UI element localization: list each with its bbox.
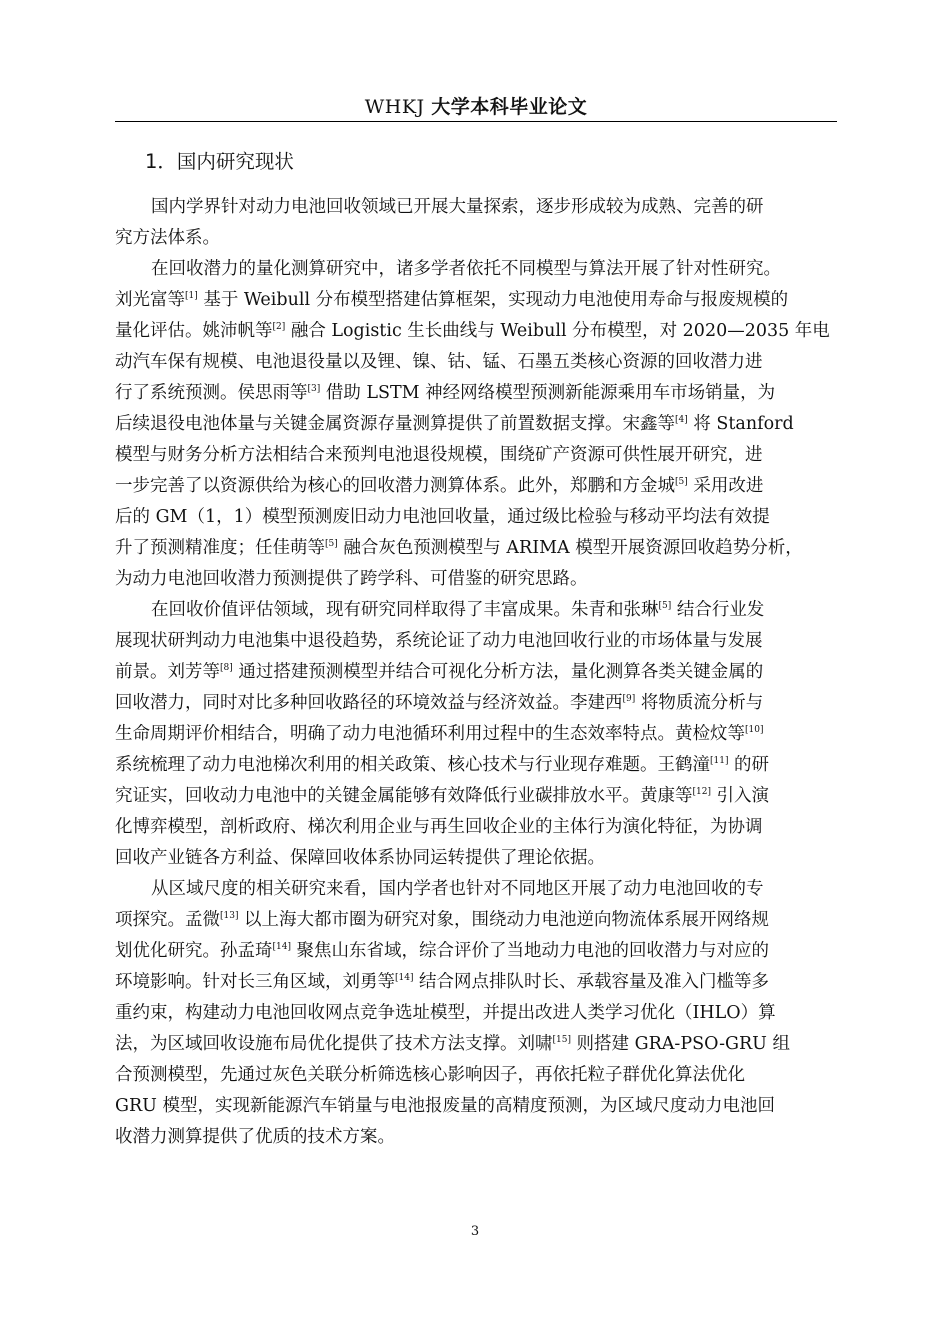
paragraph bbox=[115, 874, 837, 1153]
text-line: 系统梳理了动力电池梯次利用的相关政策、核心技术与行业现存难题。王鹤潼[11] 的研 bbox=[115, 755, 770, 775]
citation-marker: [4] bbox=[675, 415, 688, 425]
text-line: 究方法体系。 bbox=[115, 228, 220, 248]
text-line: 法，为区域回收设施布局优化提供了技术方法支撑。刘啸[15] 则搭建 GRA-PSO-GRU 组 bbox=[115, 1034, 790, 1054]
text-line: 前景。刘芳等[8] 通过搭建预测模型并结合可视化分析方法，量化测算各类关键金属的 bbox=[115, 662, 764, 682]
citation-marker: [14] bbox=[272, 942, 291, 952]
citation-marker: [5] bbox=[675, 477, 688, 487]
paragraph bbox=[115, 595, 837, 874]
section-heading: 1．国内研究现状 bbox=[145, 150, 294, 173]
citation-marker: [13] bbox=[220, 911, 239, 921]
text-line: 合预测模型，先通过灰色关联分析筛选核心影响因子，再依托粒子群优化算法优化 bbox=[115, 1065, 745, 1085]
citation-marker: [5] bbox=[325, 539, 338, 549]
text-line: 生命周期评价相结合，明确了动力电池循环利用过程中的生态效率特点。黄检炆等[10] bbox=[115, 724, 764, 744]
body-text bbox=[115, 192, 837, 1153]
header-title: 大学本科毕业论文 bbox=[431, 96, 588, 118]
text-line: 划优化研究。孙孟琦[14] 聚焦山东省域，综合评价了当地动力电池的回收潜力与对应的 bbox=[115, 941, 770, 961]
text-line: 项探究。孟微[13] 以上海大都市圈为研究对象，围绕动力电池逆向物流体系展开网络规 bbox=[115, 910, 770, 930]
text-line: 究证实，回收动力电池中的关键金属能够有效降低行业碳排放水平。黄康等[12] 引入演 bbox=[115, 786, 770, 806]
text-line: 量化评估。姚沛帆等[2] 融合 Logistic 生长曲线与 Weibull 分布模型，对 2020—2035 年电 bbox=[115, 321, 830, 341]
text-line: 一步完善了以资源供给为核心的回收潜力测算体系。此外，郑鹏和方金城[5] 采用改进 bbox=[115, 476, 764, 496]
text-line: 动汽车保有规模、电池退役量以及锂、镍、钴、锰、石墨五类核心资源的回收潜力进 bbox=[115, 352, 763, 372]
text-line: 收潜力测算提供了优质的技术方案。 bbox=[115, 1127, 395, 1147]
citation-marker: [12] bbox=[692, 787, 711, 797]
citation-marker: [10] bbox=[745, 725, 764, 735]
text-line: 后的 GM（1，1）模型预测废旧动力电池回收量，通过级比检验与移动平均法有效提 bbox=[115, 507, 770, 527]
text-line: 国内学界针对动力电池回收领域已开展大量探索，逐步形成较为成熟、完善的研 bbox=[151, 197, 764, 217]
page-number: 3 bbox=[470, 1224, 480, 1239]
text-line: 为动力电池回收潜力预测提供了跨学科、可借鉴的研究思路。 bbox=[115, 569, 588, 589]
text-line: GRU 模型，实现新能源汽车销量与电池报废量的高精度预测，为区域尺度动力电池回 bbox=[115, 1096, 775, 1116]
citation-marker: [1] bbox=[185, 291, 198, 301]
citation-marker: [3] bbox=[307, 384, 321, 394]
text-line: 化博弈模型，剖析政府、梯次利用企业与再生回收企业的主体行为演化特征，为协调 bbox=[115, 817, 763, 837]
text-line: 重约束，构建动力电池回收网点竞争选址模型，并提出改进人类学习优化（IHLO）算 bbox=[115, 1003, 776, 1023]
text-line: 回收潜力，同时对比多种回收路径的环境效益与经济效益。李建西[9] 将物质流分析与 bbox=[115, 693, 764, 713]
text-line: 模型与财务分析方法相结合来预判电池退役规模，围绕矿产资源可供性展开研究，进 bbox=[115, 445, 763, 465]
text-line: 刘光富等[1] 基于 Weibull 分布模型搭建估算框架，实现动力电池使用寿命与报废规模的 bbox=[115, 290, 789, 310]
text-line: 在回收潜力的量化测算研究中，诸多学者依托不同模型与算法开展了针对性研究。 bbox=[151, 259, 781, 279]
text-line: 在回收价值评估领域，现有研究同样取得了丰富成果。朱青和张琳[5] 结合行业发 bbox=[151, 600, 765, 620]
text-line: 环境影响。针对长三角区域，刘勇等[14] 结合网点排队时长、承载容量及准入门槛等多 bbox=[115, 972, 770, 992]
text-line: 从区域尺度的相关研究来看，国内学者也针对不同地区开展了动力电池回收的专 bbox=[151, 879, 764, 899]
citation-marker: [2] bbox=[272, 322, 286, 332]
citation-marker: [15] bbox=[552, 1035, 571, 1045]
citation-marker: [8] bbox=[220, 663, 233, 673]
text-line: 后续退役电池体量与关键金属资源存量测算提供了前置数据支撑。宋鑫等[4] 将 Stanford bbox=[115, 414, 794, 434]
citation-marker: [11] bbox=[710, 756, 729, 766]
running-header bbox=[115, 92, 837, 119]
paragraph bbox=[115, 254, 837, 595]
paragraph bbox=[115, 192, 837, 254]
citation-marker: [14] bbox=[395, 973, 414, 983]
citation-marker: [9] bbox=[622, 694, 636, 704]
header-prefix: WHKJ bbox=[364, 96, 432, 118]
header-rule bbox=[115, 121, 837, 122]
citation-marker: [5] bbox=[658, 601, 672, 611]
text-line: 升了预测精准度；任佳萌等[5] 融合灰色预测模型与 ARIMA 模型开展资源回收趋势分析， bbox=[115, 538, 803, 558]
text-line: 展现状研判动力电池集中退役趋势，系统论证了动力电池回收行业的市场体量与发展 bbox=[115, 631, 763, 651]
text-line: 回收产业链各方利益、保障回收体系协同运转提供了理论依据。 bbox=[115, 848, 605, 868]
text-line: 行了系统预测。侯思雨等[3] 借助 LSTM 神经网络模型预测新能源乘用车市场销量，为 bbox=[115, 383, 776, 403]
